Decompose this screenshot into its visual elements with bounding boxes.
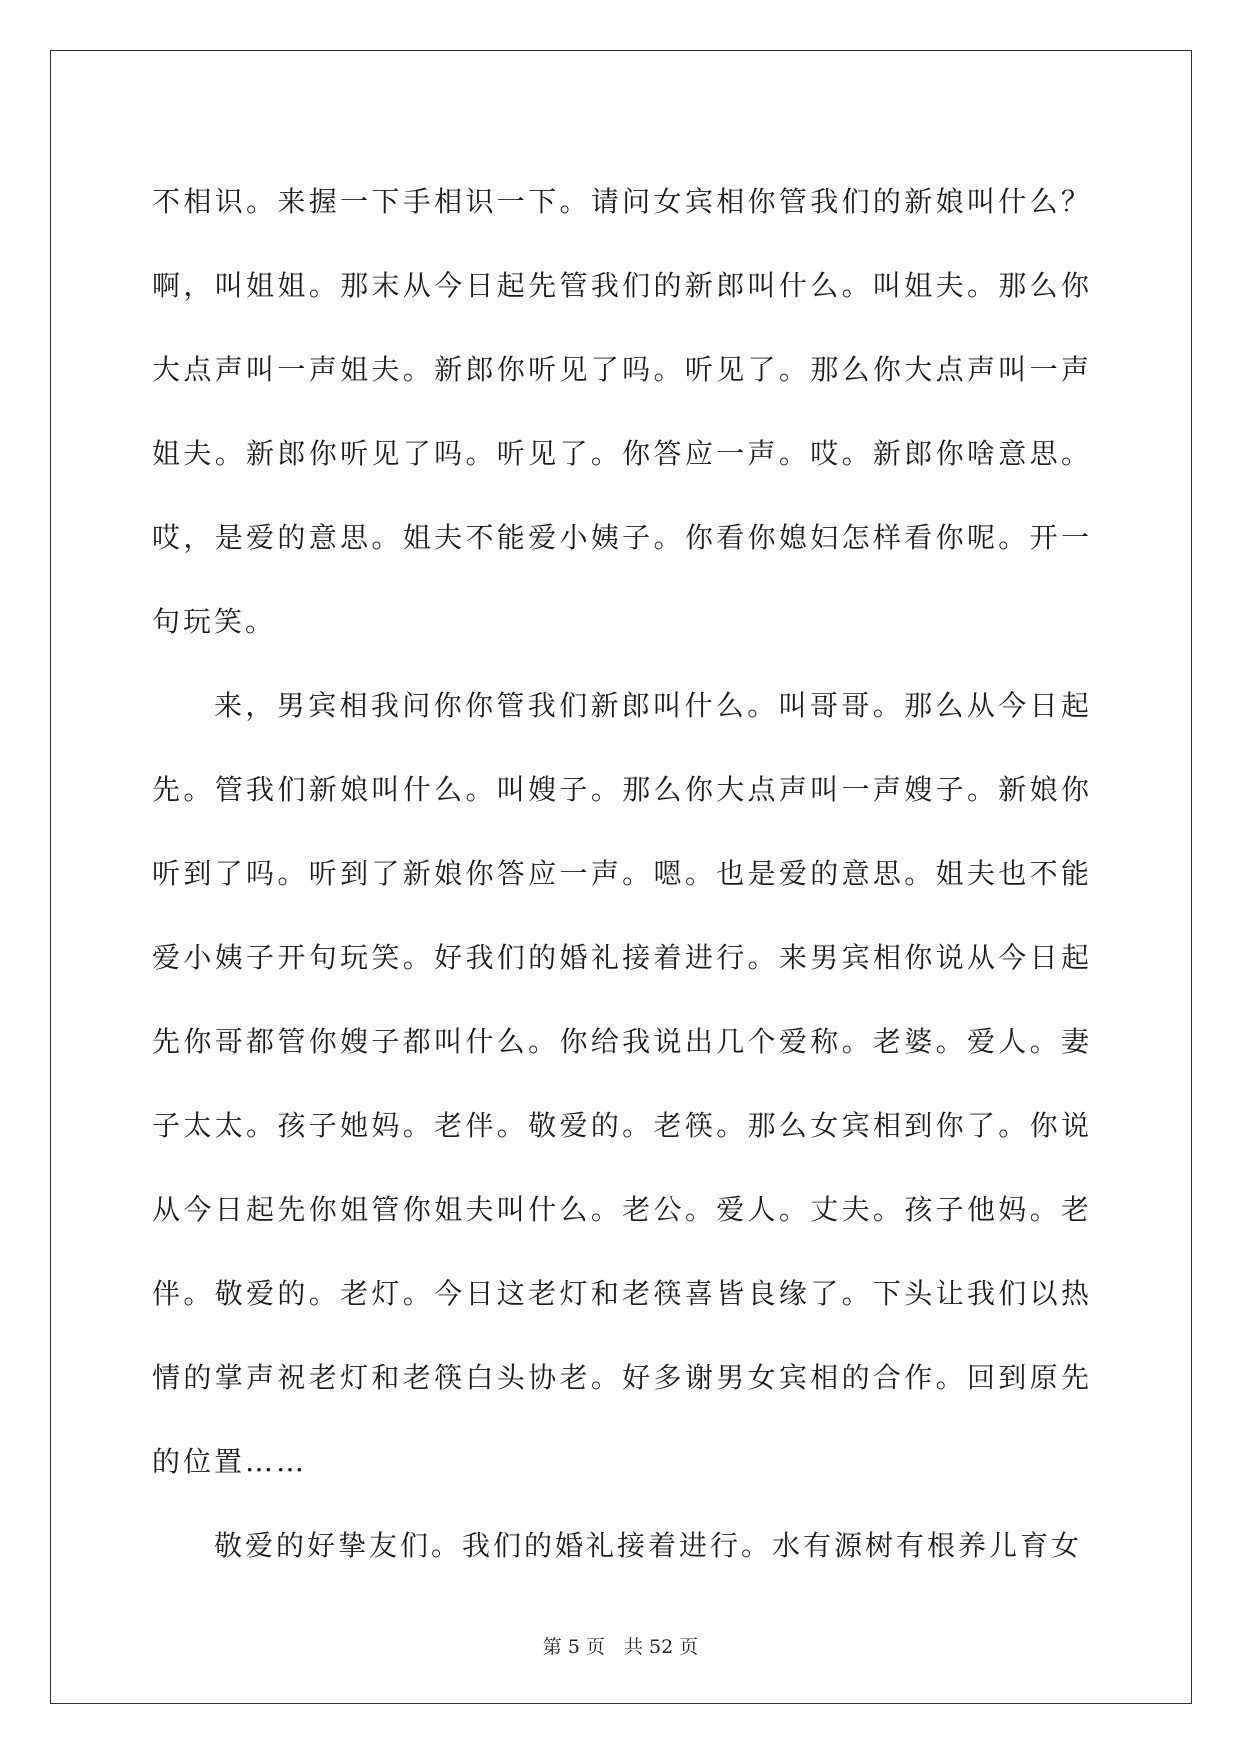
- paragraph-1: 不相识。来握一下手相识一下。请问女宾相你管我们的新娘叫什么？啊，叫姐姐。那末从今日起先管我们的新郎叫什么。叫姐夫。那么你大点声叫一声姐夫。新郎你听见了吗。听见了。那么你大点声叫一声姐夫。新郎你听见了吗。听见了。你答应一声。哎。新郎你啥意思。哎，是爱的意思。姐夫不能爱小姨子。你看你媳妇怎样看你呢。开一句玩笑。: [152, 185, 1092, 638]
- page-number-footer: 第 5 页 共 52 页: [542, 1636, 699, 1658]
- document-body: [152, 160, 1092, 1588]
- paragraph-2: 来，男宾相我问你你管我们新郎叫什么。叫哥哥。那么从今日起先。管我们新娘叫什么。叫嫂子。那么你大点声叫一声嫂子。新娘你听到了吗。听到了新娘你答应一声。嗯。也是爱的意思。姐夫也不能爱小姨子开句玩笑。好我们的婚礼接着进行。来男宾相你说从今日起先你哥都管你嫂子都叫什么。你给我说出几个爱称。老婆。爱人。妻子太太。孩子她妈。老伴。敬爱的。老筷。那么女宾相到你了。你说从今日起先你姐管你姐夫叫什么。老公。爱人。丈夫。孩子他妈。老伴。敬爱的。老灯。今日这老灯和老筷喜皆良缘了。下头让我们以热情的掌声祝老灯和老筷白头协老。好多谢男女宾相的合作。回到原先的位置……: [152, 689, 1092, 1478]
- paragraph-3: 敬爱的好挚友们。我们的婚礼接着进行。水有源树有根养儿育女: [214, 1529, 1083, 1562]
